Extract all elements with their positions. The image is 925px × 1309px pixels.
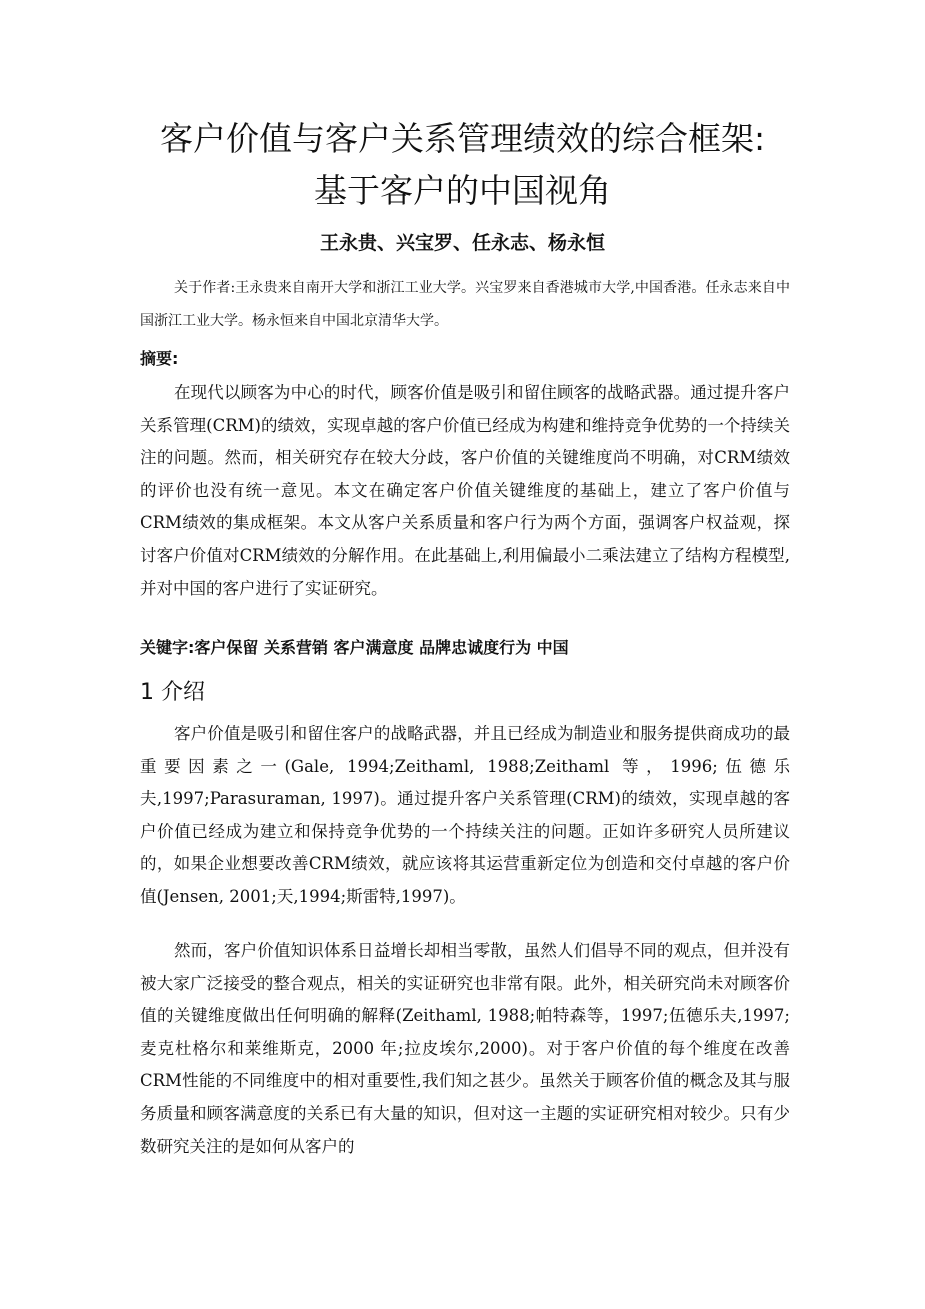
abstract-label: 摘要:	[140, 349, 179, 368]
paper-title-line-2: 基于客户的中国视角	[314, 171, 611, 210]
paper-title-line-1: 客户价值与客户关系管理绩效的综合框架:	[159, 119, 766, 158]
keywords: 关键字:客户保留 关系营销 客户满意度 品牌忠诚度行为 中国	[140, 638, 569, 657]
abstract-text: 在现代以顾客为中心的时代，顾客价值是吸引和留住顾客的战略武器。通过提升客户关系管理(CRM)的绩效，实现卓越的客户价值已经成为构建和维持竞争优势的一个持续关注的问题。然而，相关研究存在较大分歧，客户价值的关键维度尚不明确，对CRM绩效的评价也没有统一意见。本文在确定客户价值关键维度的基础上，建立了客户价值与CRM绩效的集成框架。本文从客户关系质量和客户行为两个方面，强调客户权益观，探讨客户价值对CRM绩效的分解作用。在此基础上,利用偏最小二乘法建立了结构方程模型,并对中国的客户进行了实证研究。	[140, 383, 790, 598]
intro-paragraph-1: 客户价值是吸引和留住客户的战略武器，并且已经成为制造业和服务提供商成功的最重要因素之一(Gale, 1994;Zeithaml, 1988;Zeithaml 等，1996;伍德乐夫,1997;Parasuraman, 1997)。通过提升客户关系管理(CRM)的绩效，实现卓越的客户价值已经成为建立和保持竞争优势的一个持续关注的问题。正如许多研究人员所建议的，如果企业想要改善CRM绩效，就应该将其运营重新定位为创造和交付卓越的客户价值(Jensen, 2001;天,1994;斯雷特,1997)。	[140, 724, 790, 906]
intro-paragraph-2: 然而，客户价值知识体系日益增长却相当零散，虽然人们倡导不同的观点，但并没有被大家广泛接受的整合观点，相关的实证研究也非常有限。此外，相关研究尚未对顾客价值的关键维度做出任何明确的解释(Zeithaml, 1988;帕特森等，1997;伍德乐夫,1997;麦克杜格尔和莱维斯克，2000 年;拉皮埃尔,2000)。对于客户价值的每个维度在改善CRM性能的不同维度中的相对重要性,我们知之甚少。虽然关于顾客价值的概念及其与服务质量和顾客满意度的关系已有大量的知识，但对这一主题的实证研究相对较少。只有少数研究关注的是如何从客户的	[140, 941, 790, 1156]
author-list: 王永贵、兴宝罗、任永志、杨永恒	[319, 232, 605, 254]
about-authors: 关于作者:王永贵来自南开大学和浙江工业大学。兴宝罗来自香港城市大学,中国香港。任永志来自中国浙江工业大学。杨永恒来自中国北京清华大学。	[140, 280, 790, 329]
section-heading-introduction: 1 介绍	[140, 680, 205, 705]
